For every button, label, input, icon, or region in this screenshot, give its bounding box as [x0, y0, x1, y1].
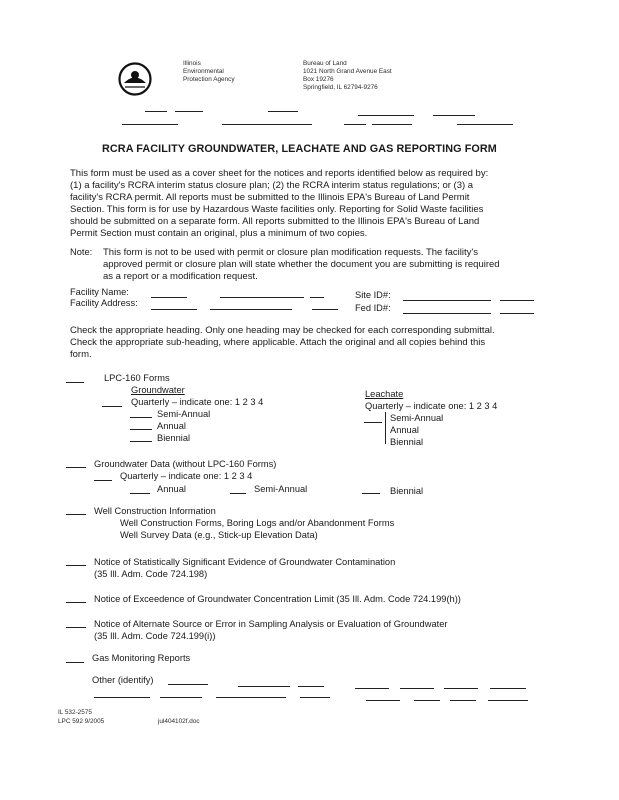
- facility-address-field[interactable]: [210, 309, 292, 310]
- form-title: RCRA FACILITY GROUNDWATER, LEACHATE AND GAS REPORTING FORM: [102, 143, 497, 155]
- gw-data-semi-annual-checkbox[interactable]: [230, 493, 246, 494]
- other-identify-field[interactable]: [450, 700, 476, 701]
- groundwater-heading: Groundwater: [131, 385, 185, 395]
- other-identify-field[interactable]: [488, 700, 528, 701]
- gw-quarterly-label: Quarterly – indicate one: 1 2 3 4: [131, 397, 264, 407]
- facility-name-field[interactable]: [220, 297, 304, 298]
- fed-id-field[interactable]: [403, 313, 491, 314]
- leachate-semi-annual-label: Semi-Annual: [390, 413, 444, 423]
- note-text: This form is not to be used with permit or closure plan modification requests. The facility's approved permit or closure plan will state whether the document you are submitting is required as a report or a modification request.: [103, 247, 500, 282]
- leachate-bracket: [385, 412, 386, 444]
- site-id-label: Site ID#:: [355, 290, 391, 300]
- gw-quarterly-checkbox[interactable]: [102, 406, 122, 407]
- other-identify-field[interactable]: [216, 697, 286, 698]
- file-name: jul404102f.doc: [158, 718, 200, 725]
- fed-id-label: Fed ID#:: [355, 303, 391, 313]
- facility-address-label: Facility Address:: [70, 298, 138, 308]
- lpc-160-label: LPC-160 Forms: [104, 373, 170, 383]
- instructions-paragraph: Check the appropriate heading. Only one heading may be checked for each corresponding submittal. Check the appropriate sub-heading, where applicable. Attach the original and all copies behind this form.: [70, 325, 495, 360]
- other-identify-field[interactable]: [168, 684, 208, 685]
- notice-significant-text: Notice of Statistically Significant Evidence of Groundwater Contamination: [94, 557, 396, 567]
- leachate-quarterly-label: Quarterly – indicate one: 1 2 3 4: [365, 401, 498, 411]
- other-identify-field[interactable]: [94, 697, 150, 698]
- agency-address: Bureau of Land 1021 North Grand Avenue East Box 19276 Springfield, IL 62794-9276: [303, 60, 392, 91]
- other-identify-label: Other (identify): [92, 675, 154, 685]
- gw-data-quarterly-label: Quarterly – indicate one: 1 2 3 4: [120, 471, 253, 481]
- other-identify-field[interactable]: [366, 700, 400, 701]
- header-rule: [344, 124, 366, 125]
- gw-data-quarterly-checkbox[interactable]: [94, 480, 112, 481]
- gw-semi-annual-label: Semi-Annual: [157, 409, 211, 419]
- other-identify-field[interactable]: [400, 688, 434, 689]
- iepa-logo: [118, 62, 152, 96]
- gw-biennial-checkbox[interactable]: [130, 441, 152, 442]
- facility-name-label: Facility Name:: [70, 287, 129, 297]
- other-identify-field[interactable]: [414, 700, 440, 701]
- facility-name-field[interactable]: [151, 297, 187, 298]
- leachate-semi-annual-checkbox[interactable]: [364, 422, 382, 423]
- notice-significant-citation: (35 Ill. Adm. Code 724.198): [94, 569, 208, 579]
- leachate-annual-label: Annual: [390, 425, 419, 435]
- gw-data-biennial-label: Biennial: [390, 486, 424, 496]
- other-identify-field[interactable]: [300, 697, 330, 698]
- header-rule: [175, 111, 203, 112]
- notice-significant-checkbox[interactable]: [66, 565, 86, 566]
- gw-annual-checkbox[interactable]: [130, 429, 152, 430]
- header-rule: [433, 115, 475, 116]
- leachate-heading: Leachate: [365, 389, 404, 399]
- notice-alternate-checkbox[interactable]: [66, 627, 86, 628]
- header-rule: [372, 124, 412, 125]
- facility-name-field[interactable]: [310, 297, 324, 298]
- notice-alternate-text: Notice of Alternate Source or Error in Sampling Analysis or Evaluation of Groundwater: [94, 619, 448, 629]
- other-identify-field[interactable]: [490, 688, 526, 689]
- gw-biennial-label: Biennial: [157, 433, 191, 443]
- agency-name: Illinois Environmental Protection Agency: [183, 60, 235, 83]
- header-rule: [122, 124, 178, 125]
- other-identify-field[interactable]: [444, 688, 478, 689]
- notice-exceedence-checkbox[interactable]: [66, 602, 86, 603]
- gas-monitoring-checkbox[interactable]: [66, 662, 84, 663]
- header-rule: [268, 111, 298, 112]
- other-identify-field[interactable]: [238, 686, 290, 687]
- gw-semi-annual-checkbox[interactable]: [130, 417, 152, 418]
- intro-paragraph: This form must be used as a cover sheet for the notices and reports identified below as required by: (1) a facility's RCRA interim status closure plan; (2) the RCRA interim status regulations; or (3) a facility's RCRA permit. All reports must be submitted to the Illinois EPA's Bureau of Land Permit Section. This form is for use by Hazardous Waste facilities only. Reporting for Solid Waste facilities should be submitted on a separate form. All reports submitted to the Illinois EPA's Bureau of Land Permit Section must contain an original, plus a minimum of two copies.: [70, 168, 489, 239]
- gw-data-label: Groundwater Data (without LPC-160 Forms): [94, 459, 277, 469]
- gw-data-checkbox[interactable]: [66, 467, 86, 468]
- form-number: IL 532-2575: [58, 709, 92, 716]
- header-rule: [457, 124, 513, 125]
- header-rule: [145, 111, 167, 112]
- well-construction-forms-text: Well Construction Forms, Boring Logs and/or Abandonment Forms: [120, 518, 395, 528]
- site-id-field[interactable]: [500, 300, 534, 301]
- note-label: Note:: [70, 247, 93, 257]
- well-construction-label: Well Construction Information: [94, 506, 216, 516]
- notice-exceedence-text: Notice of Exceedence of Groundwater Concentration Limit (35 Ill. Adm. Code 724.199(h)): [94, 594, 461, 604]
- facility-address-field[interactable]: [151, 309, 197, 310]
- facility-address-field[interactable]: [312, 309, 338, 310]
- well-construction-checkbox[interactable]: [66, 514, 86, 515]
- gw-annual-label: Annual: [157, 421, 186, 431]
- well-survey-data-text: Well Survey Data (e.g., Stick-up Elevation Data): [120, 530, 318, 540]
- gw-data-annual-checkbox[interactable]: [130, 493, 150, 494]
- gw-data-annual-label: Annual: [157, 484, 186, 494]
- fed-id-field[interactable]: [500, 313, 534, 314]
- gw-data-semi-annual-label: Semi-Annual: [254, 484, 308, 494]
- other-identify-field[interactable]: [160, 697, 202, 698]
- header-rule: [358, 115, 414, 116]
- gw-data-biennial-checkbox[interactable]: [362, 493, 380, 494]
- other-identify-field[interactable]: [355, 688, 389, 689]
- form-revision: LPC 592 9/2005: [58, 718, 105, 725]
- other-identify-field[interactable]: [298, 686, 324, 687]
- site-id-field[interactable]: [403, 300, 491, 301]
- notice-alternate-citation: (35 Ill. Adm. Code 724.199(i)): [94, 631, 216, 641]
- lpc-160-checkbox[interactable]: [66, 382, 84, 383]
- gas-monitoring-label: Gas Monitoring Reports: [92, 653, 191, 663]
- leachate-biennial-label: Biennial: [390, 437, 424, 447]
- header-rule: [222, 124, 312, 125]
